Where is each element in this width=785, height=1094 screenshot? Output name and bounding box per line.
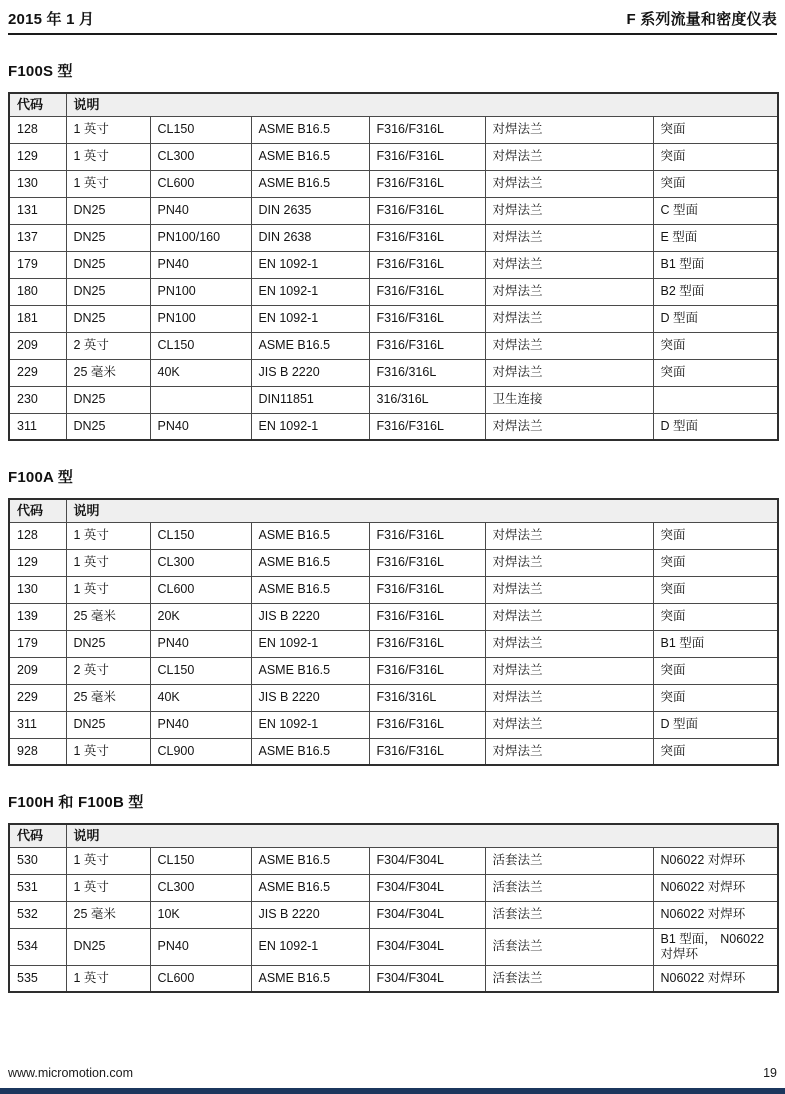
cell-description: DN25 <box>66 197 150 224</box>
cell-description: ASME B16.5 <box>251 170 369 197</box>
cell-code: 139 <box>9 603 66 630</box>
cell-code: 530 <box>9 847 66 874</box>
cell-description: B2 型面 <box>653 278 778 305</box>
table-row <box>9 684 778 711</box>
table-header-row <box>9 824 778 847</box>
cell-description: 25 毫米 <box>66 603 150 630</box>
doc-title: F 系列流量和密度仪表 <box>626 11 777 28</box>
cell-description: 25 毫米 <box>66 359 150 386</box>
cell-description: 1 英寸 <box>66 738 150 765</box>
cell-description: EN 1092-1 <box>251 928 369 965</box>
cell-description: 突面 <box>653 684 778 711</box>
table-row <box>9 332 778 359</box>
cell-description: 20K <box>150 603 251 630</box>
cell-code: 534 <box>9 928 66 965</box>
cell-description: 2 英寸 <box>66 332 150 359</box>
cell-code: 229 <box>9 359 66 386</box>
cell-code: 532 <box>9 901 66 928</box>
cell-description: 对焊法兰 <box>485 116 653 143</box>
cell-description: DN25 <box>66 413 150 440</box>
table-row <box>9 965 778 992</box>
cell-description: 25 毫米 <box>66 684 150 711</box>
cell-description: EN 1092-1 <box>251 251 369 278</box>
cell-code: 180 <box>9 278 66 305</box>
cell-description: 突面 <box>653 359 778 386</box>
cell-code: 179 <box>9 630 66 657</box>
cell-description: 1 英寸 <box>66 965 150 992</box>
cell-description: 2 英寸 <box>66 657 150 684</box>
table-row <box>9 928 778 965</box>
cell-description: 卫生连接 <box>485 386 653 413</box>
cell-code: 128 <box>9 116 66 143</box>
cell-description: CL150 <box>150 847 251 874</box>
cell-description: 对焊法兰 <box>485 711 653 738</box>
table-row <box>9 549 778 576</box>
cell-code: 129 <box>9 549 66 576</box>
cell-description: 1 英寸 <box>66 116 150 143</box>
cell-description: 突面 <box>653 576 778 603</box>
table-row <box>9 522 778 549</box>
cell-code: 209 <box>9 332 66 359</box>
cell-description: 316/316L <box>369 386 485 413</box>
cell-description: DN25 <box>66 278 150 305</box>
table-row <box>9 874 778 901</box>
cell-description: ASME B16.5 <box>251 965 369 992</box>
cell-description: F316/F316L <box>369 251 485 278</box>
cell-description: EN 1092-1 <box>251 305 369 332</box>
page-header <box>8 6 777 29</box>
cell-description: DIN11851 <box>251 386 369 413</box>
cell-description: 突面 <box>653 170 778 197</box>
cell-code: 181 <box>9 305 66 332</box>
cell-code: 209 <box>9 657 66 684</box>
cell-code: 137 <box>9 224 66 251</box>
cell-description: 1 英寸 <box>66 143 150 170</box>
cell-description: B1 型面 <box>653 251 778 278</box>
cell-code: 130 <box>9 170 66 197</box>
cell-description: DIN 2635 <box>251 197 369 224</box>
cell-description: F316/F316L <box>369 738 485 765</box>
cell-description: 对焊法兰 <box>485 413 653 440</box>
cell-description: CL150 <box>150 522 251 549</box>
cell-description <box>653 386 778 413</box>
cell-description: DN25 <box>66 224 150 251</box>
cell-description: 1 英寸 <box>66 549 150 576</box>
cell-description: CL300 <box>150 143 251 170</box>
cell-description: 突面 <box>653 738 778 765</box>
table-row <box>9 576 778 603</box>
cell-description: 突面 <box>653 143 778 170</box>
cell-description: 对焊法兰 <box>485 738 653 765</box>
cell-description: CL600 <box>150 965 251 992</box>
cell-description: CL150 <box>150 657 251 684</box>
tables-container <box>8 60 777 993</box>
cell-description: N06022 对焊环 <box>653 874 778 901</box>
table-row <box>9 170 778 197</box>
cell-description: ASME B16.5 <box>251 143 369 170</box>
cell-description: F316/F316L <box>369 549 485 576</box>
cell-code: 230 <box>9 386 66 413</box>
cell-description: 40K <box>150 684 251 711</box>
cell-description: 25 毫米 <box>66 901 150 928</box>
cell-description: PN40 <box>150 711 251 738</box>
cell-description: DN25 <box>66 928 150 965</box>
cell-description: DN25 <box>66 251 150 278</box>
cell-description: 1 英寸 <box>66 170 150 197</box>
cell-description: ASME B16.5 <box>251 116 369 143</box>
table-row <box>9 305 778 332</box>
cell-description: D 型面 <box>653 305 778 332</box>
cell-description: ASME B16.5 <box>251 874 369 901</box>
cell-description: 突面 <box>653 603 778 630</box>
cell-description: 对焊法兰 <box>485 170 653 197</box>
cell-description: N06022 对焊环 <box>653 847 778 874</box>
cell-description: EN 1092-1 <box>251 413 369 440</box>
column-header-code: 代码 <box>9 824 66 847</box>
cell-description: 对焊法兰 <box>485 251 653 278</box>
cell-description: F316/F316L <box>369 197 485 224</box>
spec-table <box>8 823 779 993</box>
cell-description: CL300 <box>150 549 251 576</box>
cell-description: PN40 <box>150 413 251 440</box>
table-row <box>9 630 778 657</box>
cell-description: DN25 <box>66 386 150 413</box>
cell-description: F316/F316L <box>369 657 485 684</box>
cell-description: F316/F316L <box>369 224 485 251</box>
cell-description: 40K <box>150 359 251 386</box>
table-row <box>9 278 778 305</box>
cell-description: C 型面 <box>653 197 778 224</box>
table-row <box>9 386 778 413</box>
cell-code: 130 <box>9 576 66 603</box>
cell-description: 对焊法兰 <box>485 657 653 684</box>
cell-description: EN 1092-1 <box>251 630 369 657</box>
cell-description: PN40 <box>150 928 251 965</box>
cell-description: F316/F316L <box>369 630 485 657</box>
cell-description: F316/F316L <box>369 522 485 549</box>
cell-code: 535 <box>9 965 66 992</box>
cell-description: JIS B 2220 <box>251 359 369 386</box>
cell-description: F304/F304L <box>369 965 485 992</box>
cell-description: D 型面 <box>653 413 778 440</box>
cell-description: JIS B 2220 <box>251 603 369 630</box>
cell-description: 突面 <box>653 332 778 359</box>
cell-description: 对焊法兰 <box>485 143 653 170</box>
cell-description: 突面 <box>653 116 778 143</box>
table-row <box>9 738 778 765</box>
cell-description: F316/F316L <box>369 576 485 603</box>
cell-description: N06022 对焊环 <box>653 965 778 992</box>
cell-description: 对焊法兰 <box>485 197 653 224</box>
cell-description: CL600 <box>150 170 251 197</box>
table-row <box>9 711 778 738</box>
cell-description: PN40 <box>150 197 251 224</box>
cell-code: 128 <box>9 522 66 549</box>
cell-description: F304/F304L <box>369 874 485 901</box>
cell-description: CL300 <box>150 874 251 901</box>
cell-description: 突面 <box>653 657 778 684</box>
cell-description: 突面 <box>653 522 778 549</box>
section-heading: F100S 型 <box>8 63 73 80</box>
cell-description: 1 英寸 <box>66 874 150 901</box>
cell-description: 活套法兰 <box>485 928 653 965</box>
cell-description: N06022 对焊环 <box>653 901 778 928</box>
cell-description: F316/F316L <box>369 413 485 440</box>
cell-description: 活套法兰 <box>485 874 653 901</box>
column-header-code: 代码 <box>9 93 66 116</box>
cell-description: DN25 <box>66 711 150 738</box>
table-row <box>9 657 778 684</box>
cell-description: 对焊法兰 <box>485 522 653 549</box>
cell-description: F316/F316L <box>369 143 485 170</box>
cell-description: PN100 <box>150 305 251 332</box>
table-row <box>9 359 778 386</box>
table-row <box>9 116 778 143</box>
section-heading: F100A 型 <box>8 469 74 487</box>
cell-description: F316/F316L <box>369 711 485 738</box>
cell-description: F316/316L <box>369 684 485 711</box>
cell-description: F316/F316L <box>369 116 485 143</box>
cell-description: DN25 <box>66 305 150 332</box>
cell-description: CL900 <box>150 738 251 765</box>
cell-description <box>150 386 251 413</box>
cell-description: ASME B16.5 <box>251 522 369 549</box>
doc-date: 2015 年 1 月 <box>8 11 95 28</box>
cell-description: 对焊法兰 <box>485 359 653 386</box>
cell-description: JIS B 2220 <box>251 684 369 711</box>
cell-description: ASME B16.5 <box>251 576 369 603</box>
cell-description: 对焊法兰 <box>485 224 653 251</box>
cell-description: CL600 <box>150 576 251 603</box>
spec-table <box>8 92 779 441</box>
cell-description: F316/F316L <box>369 170 485 197</box>
table-section <box>8 466 777 766</box>
page-footer <box>8 1066 777 1080</box>
cell-description: DIN 2638 <box>251 224 369 251</box>
cell-description: F304/F304L <box>369 928 485 965</box>
cell-code: 229 <box>9 684 66 711</box>
cell-description: 对焊法兰 <box>485 630 653 657</box>
cell-description: F316/316L <box>369 359 485 386</box>
table-section <box>8 791 777 993</box>
cell-description: 1 英寸 <box>66 576 150 603</box>
cell-description: F304/F304L <box>369 901 485 928</box>
table-row <box>9 847 778 874</box>
cell-description: F316/F316L <box>369 305 485 332</box>
cell-code: 311 <box>9 711 66 738</box>
cell-description: 活套法兰 <box>485 901 653 928</box>
footer-bar <box>0 1088 785 1094</box>
cell-description: F304/F304L <box>369 847 485 874</box>
cell-description: 1 英寸 <box>66 522 150 549</box>
footer-website: www.micromotion.com <box>8 1066 134 1080</box>
table-row <box>9 603 778 630</box>
cell-description: E 型面 <box>653 224 778 251</box>
cell-description: 对焊法兰 <box>485 278 653 305</box>
section-heading: F100H 和 F100B 型 <box>8 794 144 812</box>
cell-description: 10K <box>150 901 251 928</box>
cell-description: 对焊法兰 <box>485 549 653 576</box>
cell-description: ASME B16.5 <box>251 332 369 359</box>
cell-description: PN40 <box>150 630 251 657</box>
cell-description: 对焊法兰 <box>485 603 653 630</box>
column-header-description: 说明 <box>66 824 778 847</box>
cell-description: EN 1092-1 <box>251 711 369 738</box>
cell-description: ASME B16.5 <box>251 549 369 576</box>
cell-description: 1 英寸 <box>66 847 150 874</box>
cell-description: EN 1092-1 <box>251 278 369 305</box>
table-section <box>8 60 777 441</box>
column-header-description: 说明 <box>66 499 778 522</box>
cell-description: DN25 <box>66 630 150 657</box>
column-header-code: 代码 <box>9 499 66 522</box>
cell-description: F316/F316L <box>369 332 485 359</box>
cell-description: PN100 <box>150 278 251 305</box>
spec-table <box>8 498 779 766</box>
cell-description: 突面 <box>653 549 778 576</box>
cell-description: 活套法兰 <box>485 965 653 992</box>
cell-description: F316/F316L <box>369 278 485 305</box>
table-row <box>9 251 778 278</box>
cell-description: PN100/160 <box>150 224 251 251</box>
cell-description: D 型面 <box>653 711 778 738</box>
column-header-description: 说明 <box>66 93 778 116</box>
cell-description: CL150 <box>150 332 251 359</box>
cell-code: 311 <box>9 413 66 440</box>
table-row <box>9 143 778 170</box>
cell-description: CL150 <box>150 116 251 143</box>
cell-description: ASME B16.5 <box>251 657 369 684</box>
cell-code: 129 <box>9 143 66 170</box>
cell-description: 对焊法兰 <box>485 576 653 603</box>
cell-description: ASME B16.5 <box>251 847 369 874</box>
header-rule <box>8 33 777 35</box>
cell-description: F316/F316L <box>369 603 485 630</box>
table-row <box>9 413 778 440</box>
cell-code: 131 <box>9 197 66 224</box>
table-row <box>9 197 778 224</box>
cell-description: 活套法兰 <box>485 847 653 874</box>
cell-code: 928 <box>9 738 66 765</box>
cell-description: 对焊法兰 <box>485 332 653 359</box>
cell-description: JIS B 2220 <box>251 901 369 928</box>
cell-code: 531 <box>9 874 66 901</box>
table-row <box>9 224 778 251</box>
cell-description: PN40 <box>150 251 251 278</box>
table-header-row <box>9 93 778 116</box>
table-header-row <box>9 499 778 522</box>
cell-description: 对焊法兰 <box>485 305 653 332</box>
cell-description: B1 型面， N06022 对焊环 <box>653 928 778 965</box>
cell-description: B1 型面 <box>653 630 778 657</box>
cell-code: 179 <box>9 251 66 278</box>
footer-page-number: 19 <box>763 1066 777 1080</box>
cell-description: ASME B16.5 <box>251 738 369 765</box>
table-row <box>9 901 778 928</box>
cell-description: 对焊法兰 <box>485 684 653 711</box>
